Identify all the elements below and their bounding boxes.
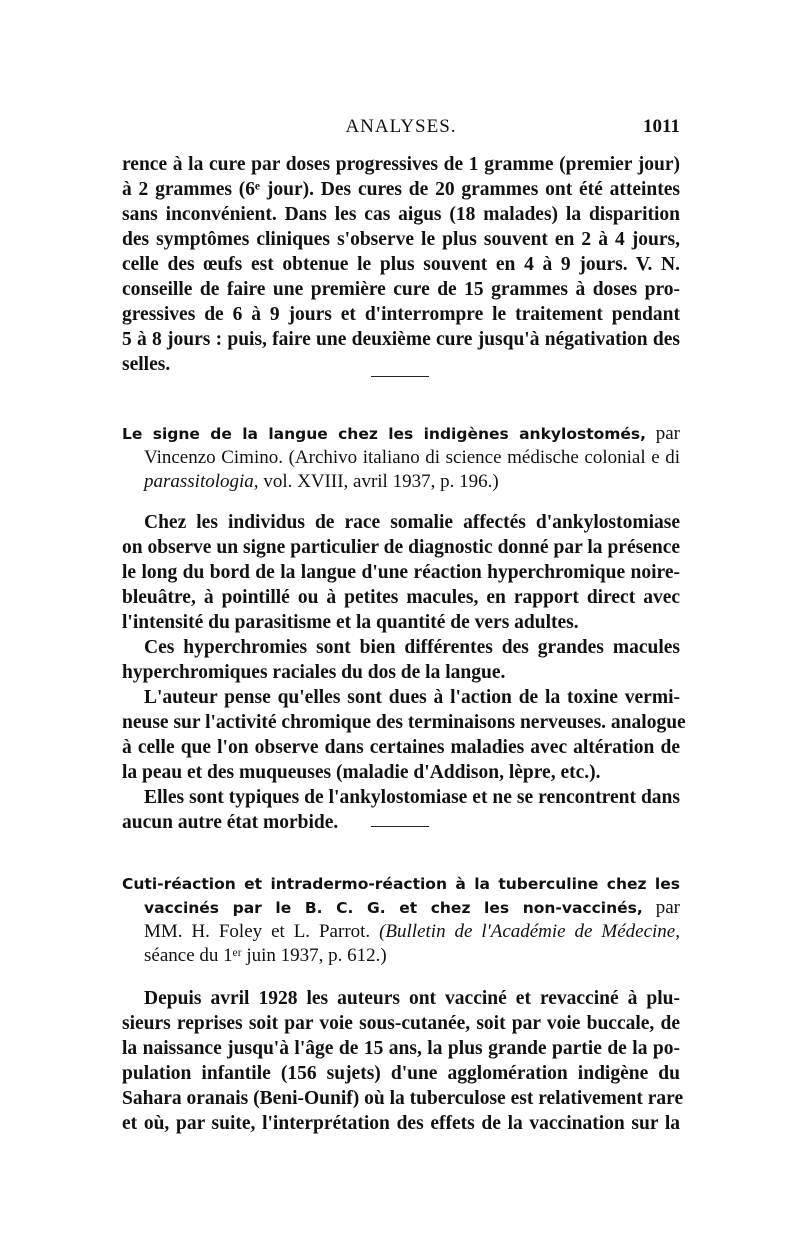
text-line: rence à la cure par doses progressives de 1 gramme (premier jour): [122, 154, 680, 175]
text-line: sans inconvénient. Dans les cas aigus (18 malades) la disparition: [122, 204, 680, 225]
article2-title-line: [122, 872, 680, 896]
text-line: celle des œufs est obtenue le plus souvent en 4 à 9 jours. V. N.: [122, 254, 680, 275]
running-title: ANALYSES.: [345, 116, 457, 137]
article1-source-rest: vol. XVIII, avril 1937, p. 196.): [258, 471, 499, 492]
article2-body: [122, 986, 684, 1136]
article1-author-line: Vincenzo Cimino. (Archivo italiano di science médische colonial e di: [144, 447, 680, 468]
article1-source-journal: parassitologia,: [144, 471, 259, 492]
article1-title: [122, 422, 680, 494]
text-line: hyperchromiques raciales du dos de la langue.: [122, 662, 506, 683]
article1-title-text: Le signe de la langue chez les indigènes ankylostomés,: [122, 425, 647, 443]
text-line: le long du bord de la langue d'une réaction hyperchromique noire-: [122, 562, 680, 583]
article2-author-line: [122, 920, 680, 944]
article2-title-text-1: Cuti-réaction et intradermo-réaction à la tuberculine chez les: [122, 875, 680, 893]
section-divider: [371, 826, 429, 827]
text-line: gressives de 6 à 9 jours et d'interrompre le traitement pendant: [122, 304, 680, 325]
text-line: la naissance jusqu'à l'âge de 15 ans, la plus grande partie de la po-: [122, 1038, 680, 1059]
text-line: conseille de faire une première cure de 15 grammes à doses pro-: [122, 279, 680, 300]
text-line: Depuis avril 1928 les auteurs ont vacciné et revacciné à plu-: [144, 988, 680, 1009]
text-line: Ces hyperchromies sont bien différentes des grandes macules: [144, 637, 680, 658]
page-header: [122, 116, 680, 142]
text-line: 5 à 8 jours : puis, faire une deuxième cure jusqu'à négativation des: [122, 329, 680, 350]
text-line: à celle que l'on observe dans certaines maladies avec altération de: [122, 737, 680, 758]
text-line: et où, par suite, l'interprétation des effets de la vaccination sur la: [122, 1113, 680, 1134]
article2-source-journal: (Bulletin de l'Académie de Médecine,: [370, 921, 680, 942]
text-line: sieurs reprises soit par voie sous-cutanée, soit par voie buccale, de: [122, 1013, 680, 1034]
text-line: aucun autre état morbide.: [122, 812, 339, 833]
article2-title-text-2: vaccinés par le B. C. G. et chez les non-vaccinés,: [144, 899, 643, 917]
text-line: selles.: [122, 354, 171, 375]
section-divider: [371, 376, 429, 377]
text-line: à 2 grammes (6ᵉ jour). Des cures de 20 grammes ont été atteintes: [122, 179, 680, 200]
text-line: Elles sont typiques de l'ankylostomiase et ne se rencontrent dans: [144, 787, 680, 808]
article2-authors: MM. H. Foley et L. Parrot.: [144, 921, 371, 942]
text-line: L'auteur pense qu'elles sont dues à l'action de la toxine vermi-: [144, 687, 680, 708]
article1-source-line: [122, 470, 680, 494]
article2-title-par: par: [642, 897, 680, 918]
article2-title-line: [122, 896, 680, 920]
text-line: l'intensité du parasitisme et la quantité de vers adultes.: [122, 612, 579, 633]
text-line: Chez les individus de race somalie affectés d'ankylostomiase: [144, 512, 680, 533]
article1-title-par: par: [646, 423, 680, 444]
text-line: pulation infantile (156 sujets) d'une agglomération indigène du: [122, 1063, 680, 1084]
text-line: bleuâtre, à pointillé ou à petites macules, en rapport direct avec: [122, 587, 680, 608]
article1-title-line: [122, 422, 680, 446]
article1-body: [122, 510, 686, 835]
article2-session-line: séance du 1ᵉʳ juin 1937, p. 612.): [144, 945, 387, 966]
text-line: la peau et des muqueuses (maladie d'Addison, lèpre, etc.).: [122, 762, 601, 783]
text-line: on observe un signe particulier de diagnostic donné par la présence: [122, 537, 680, 558]
text-line: neuse sur l'activité chromique des terminaisons nerveuses. analogue: [122, 712, 686, 733]
text-line: des symptômes cliniques s'observe le plus souvent en 2 à 4 jours,: [122, 229, 680, 250]
article2-title: [122, 872, 680, 968]
text-line: Sahara oranais (Beni-Ounif) où la tuberculose est relativement rare: [122, 1088, 684, 1109]
continuation-paragraph: [122, 152, 680, 377]
page-number: 1011: [643, 116, 680, 137]
